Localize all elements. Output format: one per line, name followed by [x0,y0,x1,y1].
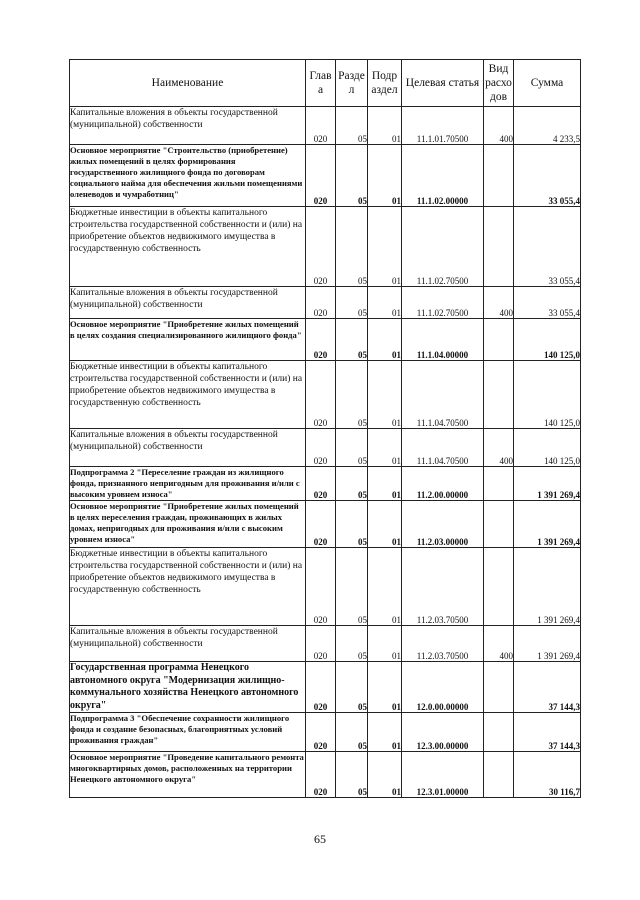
row-name: Подпрограмма 2 "Переселение граждан из жилищного фонда, признанного непригодным для проживания и/или с высоким уровнем износа" [70,467,306,501]
row-vid [484,501,514,548]
row-name: Бюджетные инвестиции в объекты капитального строительства государственной собственности и (или) на приобретение объектов недвижимого имущества в государственную собственность [70,361,306,429]
row-sum: 1 391 269,4 [514,467,581,501]
row-name: Капитальные вложения в объекты государственной (муниципальной) собственности [70,287,306,319]
row-name: Капитальные вложения в объекты государственной (муниципальной) собственности [70,626,306,662]
row-vid: 400 [484,626,514,662]
row-sum: 1 391 269,4 [514,501,581,548]
row-glava: 020 [306,662,336,713]
row-podrazdel: 01 [368,107,402,145]
row-sum: 33 055,4 [514,207,581,287]
row-vid: 400 [484,287,514,319]
header-vid: Вид расхо дов [484,60,514,107]
table-row [70,752,581,798]
page-number: 65 [314,832,326,846]
row-target: 11.2.03.70500 [402,626,484,662]
row-glava: 020 [306,107,336,145]
row-vid [484,361,514,429]
row-vid [484,548,514,626]
row-vid: 400 [484,429,514,467]
header-glava: Глав а [306,60,336,107]
row-vid: 400 [484,107,514,145]
row-glava: 020 [306,713,336,752]
table-row [70,501,581,548]
row-glava: 020 [306,429,336,467]
row-name: Основное мероприятие "Проведение капитального ремонта многоквартирных домов, расположенных на территории Ненецкого автономного округа" [70,752,306,798]
table-row [70,287,581,319]
table-row [70,319,581,361]
row-razdel: 05 [336,467,368,501]
row-sum: 33 055,4 [514,287,581,319]
row-sum: 4 233,5 [514,107,581,145]
table-row [70,626,581,662]
table-header-row [70,60,581,107]
row-podrazdel: 01 [368,467,402,501]
table-body [70,107,581,798]
header-target: Целевая статья [402,60,484,107]
row-podrazdel: 01 [368,145,402,207]
row-name: Государственная программа Ненецкого автономного округа "Модернизация жилищно-коммунального хозяйства Ненецкого автономного округа" [70,662,306,713]
row-razdel: 05 [336,752,368,798]
row-vid [484,319,514,361]
row-razdel: 05 [336,548,368,626]
row-name: Основное мероприятие "Приобретение жилых помещений в целях переселения граждан, проживающих в жилых домах, непригодных для проживания и/или с высоким уровнем износа" [70,501,306,548]
row-podrazdel: 01 [368,287,402,319]
header-podrazdel: Подр аздел [368,60,402,107]
header-razdel: Разде л [336,60,368,107]
row-target: 12.3.01.00000 [402,752,484,798]
row-vid [484,207,514,287]
row-name: Основное мероприятие "Приобретение жилых помещений в целях создания специализированного жилищного фонда" [70,319,306,361]
row-podrazdel: 01 [368,662,402,713]
row-sum: 140 125,0 [514,319,581,361]
row-target: 11.1.04.70500 [402,429,484,467]
row-podrazdel: 01 [368,713,402,752]
row-target: 11.1.02.00000 [402,145,484,207]
row-glava: 020 [306,145,336,207]
row-podrazdel: 01 [368,361,402,429]
row-target: 12.3.00.00000 [402,713,484,752]
row-sum: 140 125,0 [514,361,581,429]
table-row [70,467,581,501]
table-row [70,107,581,145]
row-target: 12.0.00.00000 [402,662,484,713]
table-row [70,145,581,207]
row-razdel: 05 [336,107,368,145]
row-razdel: 05 [336,429,368,467]
row-vid [484,145,514,207]
row-glava: 020 [306,752,336,798]
row-vid [484,752,514,798]
row-target: 11.1.04.00000 [402,319,484,361]
row-glava: 020 [306,626,336,662]
row-glava: 020 [306,207,336,287]
row-sum: 37 144,3 [514,662,581,713]
row-name: Бюджетные инвестиции в объекты капитального строительства государственной собственности и (или) на приобретение объектов недвижимого имущества в государственную собственность [70,548,306,626]
row-target: 11.2.03.00000 [402,501,484,548]
budget-table [69,59,581,798]
header-sum: Сумма [514,60,581,107]
row-target: 11.1.02.70500 [402,207,484,287]
row-podrazdel: 01 [368,752,402,798]
row-glava: 020 [306,548,336,626]
row-sum: 1 391 269,4 [514,626,581,662]
row-podrazdel: 01 [368,319,402,361]
table-row [70,713,581,752]
table-row [70,207,581,287]
header-name: Наименование [70,60,306,107]
row-vid [484,713,514,752]
row-glava: 020 [306,361,336,429]
row-vid [484,662,514,713]
row-razdel: 05 [336,319,368,361]
row-vid [484,467,514,501]
row-podrazdel: 01 [368,626,402,662]
row-razdel: 05 [336,626,368,662]
row-glava: 020 [306,287,336,319]
row-podrazdel: 01 [368,207,402,287]
row-razdel: 05 [336,713,368,752]
row-target: 11.1.04.70500 [402,361,484,429]
row-name: Капитальные вложения в объекты государственной (муниципальной) собственности [70,429,306,467]
table-row [70,361,581,429]
row-razdel: 05 [336,662,368,713]
row-target: 11.1.01.70500 [402,107,484,145]
row-razdel: 05 [336,145,368,207]
table-row [70,429,581,467]
row-target: 11.2.00.00000 [402,467,484,501]
row-name: Бюджетные инвестиции в объекты капитального строительства государственной собственности и (или) на приобретение объектов недвижимого имущества в государственную собственность [70,207,306,287]
row-target: 11.2.03.70500 [402,548,484,626]
row-glava: 020 [306,319,336,361]
row-razdel: 05 [336,361,368,429]
row-sum: 30 116,7 [514,752,581,798]
row-name: Подпрограмма 3 "Обеспечение сохранности жилищного фонда и создание безопасных, благоприятных условий проживания граждан" [70,713,306,752]
row-glava: 020 [306,501,336,548]
row-sum: 37 144,3 [514,713,581,752]
row-podrazdel: 01 [368,429,402,467]
row-razdel: 05 [336,501,368,548]
row-razdel: 05 [336,207,368,287]
row-razdel: 05 [336,287,368,319]
row-sum: 33 055,4 [514,145,581,207]
table-row [70,662,581,713]
row-name: Капитальные вложения в объекты государственной (муниципальной) собственности [70,107,306,145]
row-name: Основное мероприятие "Строительство (приобретение) жилых помещений в целях формирования государственного жилищного фонда по договорам социального найма для обеспечения жильми помещениями оленеводов и чумработниц" [70,145,306,207]
row-sum: 1 391 269,4 [514,548,581,626]
row-podrazdel: 01 [368,501,402,548]
row-podrazdel: 01 [368,548,402,626]
table-row [70,548,581,626]
row-sum: 140 125,0 [514,429,581,467]
row-glava: 020 [306,467,336,501]
row-target: 11.1.02.70500 [402,287,484,319]
